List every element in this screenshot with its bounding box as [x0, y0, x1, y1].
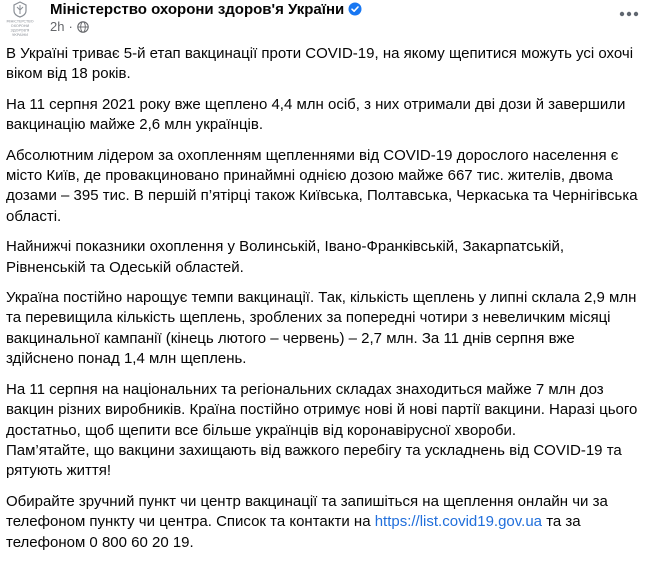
post-timestamp[interactable]: 2h: [50, 19, 65, 34]
post-meta: [50, 19, 89, 36]
post-paragraph-5: Україна постійно нарощує темпи вакцинації. Так, кількість щеплень у липні склала 2,9 млн та перевищила кількість щеплень, зроблених за попередні чотири з невеличким місяці вакцинальної кампанії (кінець лютого – червень) – 2,7 млн. За 11 днів серпня вже здійснено понад 1,4 млн щеплень.: [6, 289, 637, 368]
author-name[interactable]: Міністерство охорони здоров'я України: [50, 1, 345, 18]
post-paragraph-8-text: Обирайте зручний пункт чи центр вакцинації та запишіться на щеплення онлайн чи за телефоном пункту чи центра. Список та контакти на: [6, 492, 608, 531]
more-options-icon[interactable]: [615, 4, 643, 24]
post-paragraph-4: Найнижчі показники охоплення у Волинській, Івано-Франківській, Закарпатській, Рівненській та Одеській областей.: [6, 238, 565, 276]
post-paragraph-6: На 11 серпня на національних та регіональних складах знаходиться майже 7 млн доз вакцин різних виробників. Країна постійно отримує нові й нові партії вакцини. Наразі цього достатньо, щоб щепити все більше українців від коронавірусної хвороби.: [6, 380, 638, 439]
post-paragraph-2: На 11 серпня 2021 року вже щеплено 4,4 млн осіб, з них отримали дві дози й завершили вакцинацію майже 2,6 млн українців.: [6, 95, 626, 134]
vaccination-list-link[interactable]: https://list.covid19.gov.ua: [374, 513, 543, 531]
post-paragraph-8: [6, 492, 646, 553]
post-header: [0, 0, 655, 40]
ministry-logo[interactable]: [0, 0, 40, 38]
post-paragraph-8-phone: та за телефоном 0 800 60 20 19.: [6, 513, 581, 551]
post-body: [6, 44, 646, 563]
logo-line-1: МІНІСТЕРСТВО: [6, 19, 34, 24]
ministry-logo-graphic: [0, 0, 40, 38]
author-name-row: [50, 1, 362, 20]
post-paragraph-1: В Україні триває 5-й етап вакцинації проти COVID-19, на якому щепитися можуть усі охочі віком від 18 років.: [6, 45, 634, 83]
post-paragraph-7: Пам’ятайте, що вакцини захищають від важкого перебігу та ускладнень від COVID-19 та рятують життя!: [6, 441, 622, 480]
verified-badge-icon: [348, 2, 362, 20]
globe-icon[interactable]: [77, 21, 89, 36]
logo-line-4: УКРАЇНИ: [12, 33, 28, 37]
meta-separator: ·: [68, 19, 73, 34]
logo-line-2: ОХОРОНИ: [10, 24, 30, 28]
post-paragraph-3: Абсолютним лідером за охопленням щепленнями від COVID-19 дорослого населення є місто Київ, де провакциновано принаймні однією дозою майже 667 тис. жителів, двома дозами – 395 тис. В першій п’ятірці також Київська, Полтавська, Черкаська та Чернігівська області.: [6, 146, 638, 225]
logo-line-3: ЗДОРОВ'Я: [10, 28, 30, 33]
